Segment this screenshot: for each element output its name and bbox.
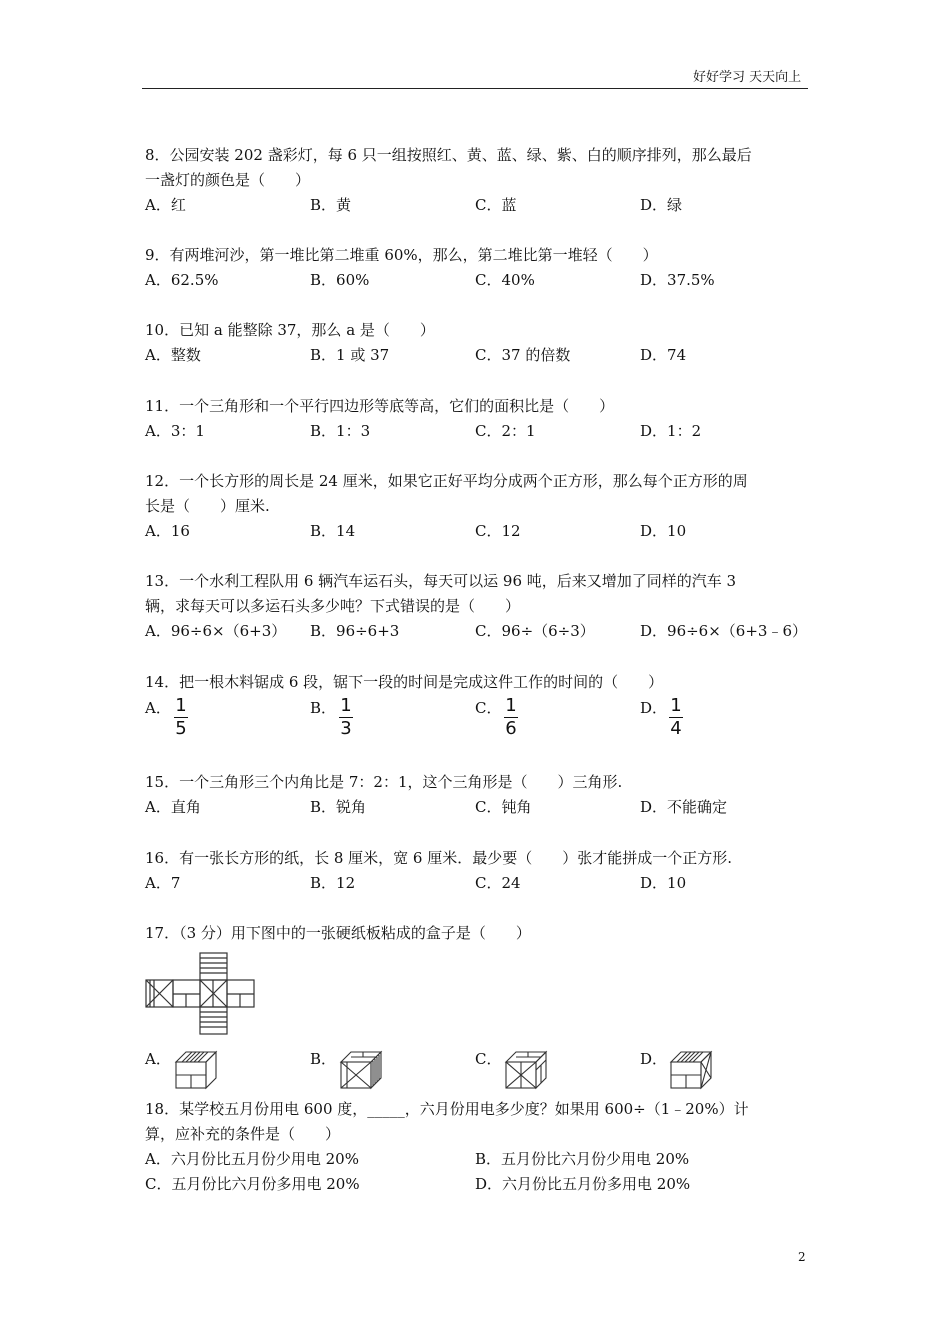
question-10-line-1: 10．已知 a 能整除 37，那么 a 是（ ） [145,321,435,339]
numerator: 1 [505,695,517,716]
q9-option-d[interactable]: D．37.5% [640,271,715,289]
question-18-line-1: 18．某学校五月份用电 600 度，_____，六月份用电多少度？如果用 600÷（1﹣20%）计 [145,1100,749,1118]
question-14-line-1: 14．把一根木料锯成 6 段，锯下一段的时间是完成这件工作的时间的（ ） [145,673,664,691]
q18-option-c[interactable]: C．五月份比六月份多用电 20% [145,1175,360,1193]
q18-option-d[interactable]: D．六月份比五月份多用电 20% [475,1175,691,1193]
q8-option-b[interactable]: B．黄 [310,196,352,214]
question-9-line-1: 9．有两堆河沙，第一堆比第二堆重 60%，那么，第二堆比第一堆轻（ ） [145,246,658,264]
q16-option-b[interactable]: B．12 [310,874,356,892]
q10-option-c[interactable]: C．37 的倍数 [475,346,571,364]
q13-option-b[interactable]: B．96÷6+3 [310,622,400,640]
numerator: 1 [670,695,682,716]
q9-option-a[interactable]: A．62.5% [145,271,219,289]
q12-option-a[interactable]: A．16 [145,522,190,540]
q17-option-d[interactable]: D． [640,1050,668,1068]
q8-option-a[interactable]: A．红 [145,196,186,214]
q13-option-d[interactable]: D．96÷6×（6+3﹣6） [640,622,807,640]
question-12-line-2: 长是（ ）厘米. [145,497,270,515]
page-header: 好好学习 天天向上 [693,70,802,85]
q14-fraction-b [339,696,353,739]
question-18-line-2: 算，应补充的条件是（ ） [145,1125,341,1143]
denominator: 5 [175,718,187,739]
q18-option-b[interactable]: B．五月份比六月份少用电 20% [475,1150,690,1168]
question-13-line-2: 辆，求每天可以多运石头多少吨？下式错误的是（ ） [145,597,521,615]
box-b-image[interactable] [339,1050,383,1090]
question-15-line-1: 15．一个三角形三个内角比是 7：2：1，这个三角形是（ ）三角形. [145,773,623,791]
question-8-line-1: 8．公园安装 202 盏彩灯，每 6 只一组按照红、黄、蓝、绿、紫、白的顺序排列，那么最后 [145,146,752,164]
q8-option-d[interactable]: D．绿 [640,196,683,214]
q15-option-c[interactable]: C．钝角 [475,798,532,816]
q14-fraction-a [174,696,188,739]
numerator: 1 [175,695,187,716]
q13-option-a[interactable]: A．96÷6×（6+3） [145,622,287,640]
numerator: 1 [340,695,352,716]
cube-net-figure [145,952,257,1036]
denominator: 6 [505,718,517,739]
q16-option-a[interactable]: A．7 [145,874,181,892]
q9-option-b[interactable]: B．60% [310,271,370,289]
q14-option-d[interactable]: D． [640,699,668,717]
q11-option-d[interactable]: D．1：2 [640,422,702,440]
q14-fraction-c [504,696,518,739]
denominator: 3 [340,718,352,739]
q10-option-b[interactable]: B．1 或 37 [310,346,390,364]
q14-option-b[interactable]: B． [310,699,337,717]
q11-option-a[interactable]: A．3：1 [145,422,205,440]
q18-option-a[interactable]: A．六月份比五月份少用电 20% [145,1150,359,1168]
q10-option-d[interactable]: D．74 [640,346,687,364]
q16-option-c[interactable]: C．24 [475,874,521,892]
question-17-line-1: 17．（3 分）用下图中的一张硬纸板粘成的盒子是（ ） [145,924,531,942]
q11-option-b[interactable]: B．1：3 [310,422,371,440]
box-a-image[interactable] [174,1050,218,1090]
q14-fraction-d [669,696,683,739]
q17-option-a[interactable]: A． [145,1050,171,1068]
q15-option-a[interactable]: A．直角 [145,798,201,816]
question-12-line-1: 12．一个长方形的周长是 24 厘米，如果它正好平均分成两个正方形，那么每个正方形的周 [145,472,748,490]
q16-option-d[interactable]: D．10 [640,874,687,892]
question-8-line-2: 一盏灯的颜色是（ ） [145,171,311,189]
q12-option-b[interactable]: B．14 [310,522,356,540]
denominator: 4 [670,718,682,739]
box-d-image[interactable] [669,1050,713,1090]
q17-option-b[interactable]: B． [310,1050,337,1068]
q11-option-c[interactable]: C．2：1 [475,422,536,440]
question-11-line-1: 11．一个三角形和一个平行四边形等底等高，它们的面积比是（ ） [145,397,615,415]
question-13-line-1: 13．一个水利工程队用 6 辆汽车运石头，每天可以运 96 吨，后来又增加了同样的汽车 3 [145,572,737,590]
q12-option-d[interactable]: D．10 [640,522,687,540]
q14-option-c[interactable]: C． [475,699,502,717]
page-number: 2 [798,1250,806,1264]
q13-option-c[interactable]: C．96÷（6÷3） [475,622,595,640]
q15-option-b[interactable]: B．锐角 [310,798,367,816]
q8-option-c[interactable]: C．蓝 [475,196,517,214]
box-c-image[interactable] [504,1050,548,1090]
q9-option-c[interactable]: C．40% [475,271,535,289]
header-rule [142,88,808,89]
question-16-line-1: 16．有一张长方形的纸，长 8 厘米，宽 6 厘米．最少要（ ）张才能拼成一个正方形. [145,849,733,867]
q15-option-d[interactable]: D．不能确定 [640,798,728,816]
q14-option-a[interactable]: A． [145,699,171,717]
q17-option-c[interactable]: C． [475,1050,502,1068]
q10-option-a[interactable]: A．整数 [145,346,201,364]
q12-option-c[interactable]: C．12 [475,522,521,540]
